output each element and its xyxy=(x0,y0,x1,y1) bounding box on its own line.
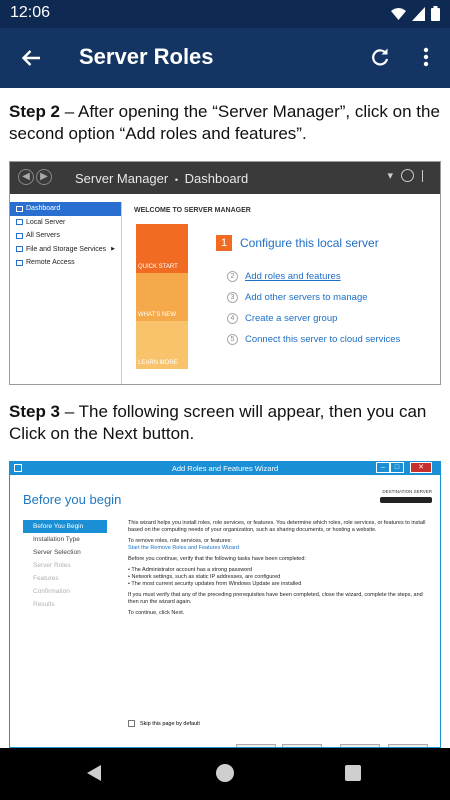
step3-label: Step 3 xyxy=(9,402,61,421)
sm-main xyxy=(122,202,440,384)
wizard-remove-link: Start the Remove Roles and Features Wizard xyxy=(128,545,239,551)
step2-label: Step 2 xyxy=(9,102,61,121)
step3-paragraph xyxy=(9,401,441,445)
wizard-nav-item: Features xyxy=(33,575,59,582)
sm-side-label: File and Storage Services xyxy=(26,245,107,253)
tile-label: LEARN MORE xyxy=(138,360,178,366)
sm-back-icon: ◀ xyxy=(18,169,34,185)
wizard-body xyxy=(128,520,428,621)
task-add-roles-label: Add roles and features xyxy=(245,271,341,282)
back-button[interactable] xyxy=(14,42,48,74)
step2-text: – After opening the “Server Manager”, click on the second option “Add roles and features”. xyxy=(9,102,440,143)
sm-crumb-page: Dashboard xyxy=(184,171,249,186)
sm-sidebar xyxy=(10,202,122,384)
wizard-heading: Before you begin xyxy=(23,492,122,507)
refresh-icon xyxy=(370,47,390,67)
sm-breadcrumb xyxy=(75,171,248,186)
app-bar xyxy=(0,28,450,88)
task-number: 2 xyxy=(227,271,238,282)
wizard-titlebar xyxy=(10,462,440,475)
wizard-bullet: • The Administrator account has a strong password xyxy=(128,567,253,573)
destination-server-redacted xyxy=(380,497,432,503)
sm-welcome-heading: WELCOME TO SERVER MANAGER xyxy=(134,207,251,214)
wizard-nav-item: Server Selection xyxy=(33,549,81,556)
wizard-bullet-text: The most current security updates from Windows Update are installed xyxy=(131,581,302,587)
refresh-button[interactable] xyxy=(366,43,394,71)
tile-label: QUICK START xyxy=(138,264,178,270)
destination-label: DESTINATION SERVER xyxy=(382,489,432,494)
server-icon xyxy=(16,219,23,225)
sm-title-tools xyxy=(387,169,430,182)
wizard-remove-text: To remove roles, role services, or features: xyxy=(128,538,232,544)
maximize-icon: □ xyxy=(390,462,404,473)
servers-icon xyxy=(16,233,23,239)
sm-task-add-servers xyxy=(227,292,368,303)
step2-paragraph xyxy=(9,101,441,145)
wizard-verify-text: Before you continue, verify that the following tasks have been completed: xyxy=(128,556,306,562)
wizard-intro: This wizard helps you install roles, role services, or features. You determine which roles, role services, or features to install based on the computing needs of your organization, such as sharing documents, or hosting a website. xyxy=(128,520,426,533)
wizard-bullet-text: Network settings, such as static IP addresses, are configured xyxy=(131,574,281,580)
wizard-screenshot xyxy=(9,461,441,748)
sm-forward-icon: ▶ xyxy=(36,169,52,185)
wizard-nav-item: Before You Begin xyxy=(23,520,107,533)
wizard-nav-item: Confirmation xyxy=(33,588,70,595)
sm-flag-icon xyxy=(422,170,430,182)
sm-side-file-storage xyxy=(10,243,121,257)
minimize-icon: – xyxy=(376,462,390,473)
status-bar xyxy=(0,0,450,28)
wizard-bullet-text: The Administrator account has a strong password xyxy=(131,567,253,573)
task-add-servers-label: Add other servers to manage xyxy=(245,292,368,303)
sm-task-server-group xyxy=(227,313,337,324)
sm-side-label: Remote Access xyxy=(26,259,75,266)
sm-task-configure xyxy=(216,235,379,251)
task-number: 3 xyxy=(227,292,238,303)
wizard-title: Add Roles and Features Wizard xyxy=(171,464,279,473)
task-number-badge: 1 xyxy=(216,235,232,251)
tile-learn-more xyxy=(136,321,188,369)
more-options-button[interactable] xyxy=(414,42,438,72)
system-nav-bar xyxy=(0,748,450,800)
wizard-nav-item: Results xyxy=(33,601,55,608)
dashboard-icon xyxy=(16,206,23,212)
sm-side-all-servers xyxy=(10,229,121,243)
nav-home-icon[interactable] xyxy=(216,764,234,782)
wizard-nav-item: Server Roles xyxy=(33,562,71,569)
sm-nav-arrows xyxy=(18,169,52,185)
page-title: Server Roles xyxy=(79,44,214,69)
close-icon: ✕ xyxy=(410,462,432,473)
storage-icon xyxy=(16,246,23,252)
sm-dropdown-icon: ▾ xyxy=(387,170,393,182)
sm-refresh-icon xyxy=(401,169,414,182)
wizard-nav-item: Installation Type xyxy=(33,536,80,543)
wizard-skip xyxy=(128,720,200,727)
wizard-skip-label: Skip this page by default xyxy=(140,720,200,727)
wizard-bullet: • Network settings, such as static IP addresses, are configured xyxy=(128,574,281,580)
remote-icon xyxy=(16,260,23,266)
battery-icon xyxy=(431,6,440,21)
checkbox-icon xyxy=(128,720,135,727)
wizard-bullet: • The most current security updates from Windows Update are installed xyxy=(128,581,302,587)
task-number: 5 xyxy=(227,334,238,345)
task-number: 4 xyxy=(227,313,238,324)
sm-side-local-server xyxy=(10,216,121,230)
sm-titlebar xyxy=(10,162,440,194)
task-server-group-label: Create a server group xyxy=(245,313,338,324)
wizard-continue-text: To continue, click Next. xyxy=(128,610,185,616)
chevron-right-icon: ▶ xyxy=(111,245,116,252)
sm-side-label: Local Server xyxy=(26,218,66,226)
tile-whats-new xyxy=(136,273,188,321)
nav-back-icon[interactable] xyxy=(86,764,102,782)
wizard-nav xyxy=(23,520,107,611)
sm-task-add-roles xyxy=(227,271,341,282)
wizard-destination xyxy=(380,489,432,503)
server-manager-screenshot xyxy=(9,161,441,385)
tile-quick-start xyxy=(136,224,188,273)
sm-crumb-sep: • xyxy=(174,175,178,185)
task-configure-label: Configure this local server xyxy=(240,236,379,250)
signal-icon xyxy=(412,7,425,21)
wifi-icon xyxy=(391,7,406,21)
task-cloud-label: Connect this server to cloud services xyxy=(245,334,401,345)
sm-crumb-app: Server Manager xyxy=(75,171,169,186)
sm-side-remote-access xyxy=(10,256,121,270)
nav-recents-icon[interactable] xyxy=(345,765,361,781)
arrow-left-icon xyxy=(21,49,41,67)
sm-side-dashboard xyxy=(10,202,121,216)
more-vert-icon xyxy=(423,47,429,67)
wizard-prereq-text: If you must verify that any of the preceding prerequisites have been completed, close the wizard, complete the steps, and then run the wizard again. xyxy=(128,592,423,605)
content-area[interactable] xyxy=(0,88,450,748)
sm-side-label: Dashboard xyxy=(26,205,61,212)
sm-side-label: All Servers xyxy=(26,232,60,239)
tile-label: WHAT'S NEW xyxy=(138,312,177,318)
sm-task-cloud xyxy=(227,334,400,345)
status-time: 12:06 xyxy=(10,4,51,21)
step3-text: – The following screen will appear, then you can Click on the Next button. xyxy=(9,402,427,443)
status-icons xyxy=(391,6,440,21)
